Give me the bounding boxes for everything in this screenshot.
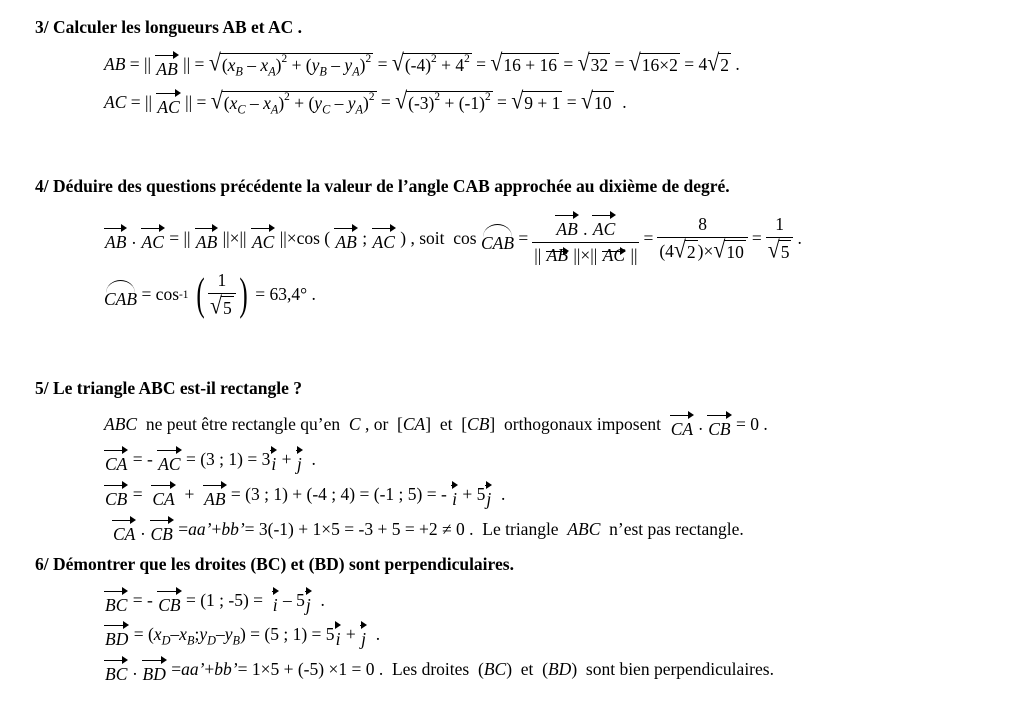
ab-length-line: AB = || AB || = √ $(x_B - x_A)^2 + (y_B - y_A)^2$ = √ $(-4)^2 + 4^2$ = √ 16 + 16 = √ 32 = √ 16×2 = 4 √ 2 . bbox=[104, 49, 740, 79]
soit-text: , soit bbox=[410, 227, 445, 248]
vector-bd-line: BD = ( $x_D$ – $x_B$ ; $y_D$ – $y_B$ ) = (5 ; 1) = 5 i + j . bbox=[104, 620, 380, 649]
question-3-title: 3/ Calculer les longueurs AB et AC . bbox=[35, 17, 303, 37]
q6-conclusion-text: Les droites bbox=[391, 659, 470, 680]
question-5-title: 5/ Le triangle ABC est-il rectangle ? bbox=[35, 378, 302, 398]
q5-et-text: et bbox=[439, 414, 453, 435]
q5-conclusion-end-text: n’est pas rectangle. bbox=[609, 519, 744, 540]
ac-length-line: AC = || AC || = √ $(x_C - x_A)^2 + (y_C - y_A)^2$ = √ $(-3)^2 + (-1)^2$ = √ 9 + 1 = √ 10 . bbox=[104, 87, 627, 117]
q5-imposent-text: orthogonaux imposent bbox=[504, 414, 661, 435]
vector-bc-line: BC = - CB = (1 ; -5) = i – 5 j . bbox=[104, 586, 325, 615]
vector-ca-line: CA = - AC = (3 ; 1) = 3 i + j . bbox=[104, 445, 316, 474]
product-bc-bd-line: BC . BD = aa’ + bb’ = 1×5 + (-5) ×1 = 0 . Les droites ( BC ) et ( BD ) sont bien perpendiculaires. bbox=[104, 655, 774, 684]
question-6-title: 6/ Démontrer que les droites (BC) et (BD) sont perpendiculaires. bbox=[35, 554, 514, 574]
q5-or-text: , or bbox=[364, 414, 389, 435]
scalar-product-line: AB . AC = || AB ||×|| AC ||×cos ( AB ; AC ) , soit cos CAB = $\frac{AB . AC}{|| AB ||\times|| AC ||}$ = 8 (4 √ 2 )× √ 10 = 1 √ 5 . bbox=[104, 210, 802, 266]
q6-conclusion-end-text: sont bien perpendiculaires. bbox=[585, 659, 774, 680]
right-angle-condition-line: ABC ne peut être rectangle qu’en C , or [ CA ] et [ CB ] orthogonaux imposent CA . CB = 0 . bbox=[104, 410, 768, 439]
vector-cb-line: CB = CA + AB = (3 ; 1) + (-4 ; 4) = (-1 ; 5) = - i + 5 j . bbox=[104, 480, 505, 509]
product-ca-cb-line: CA . CB = aa’ + bb’ = 3(-1) + 1×5 = -3 + 5 = +2 ≠ 0 . Le triangle ABC n’est pas rectangle. bbox=[112, 515, 744, 544]
question-4-title: 4/ Déduire des questions précédente la valeur de l’angle CAB approchée au dixième de degré. bbox=[35, 176, 730, 196]
angle-value-line: CAB = cos -1 ( 1 √ 5 ) = 63,4° . bbox=[104, 268, 316, 320]
q5-intro-text: ne peut être rectangle qu’en bbox=[145, 414, 341, 435]
q5-conclusion-text: Le triangle bbox=[482, 519, 559, 540]
